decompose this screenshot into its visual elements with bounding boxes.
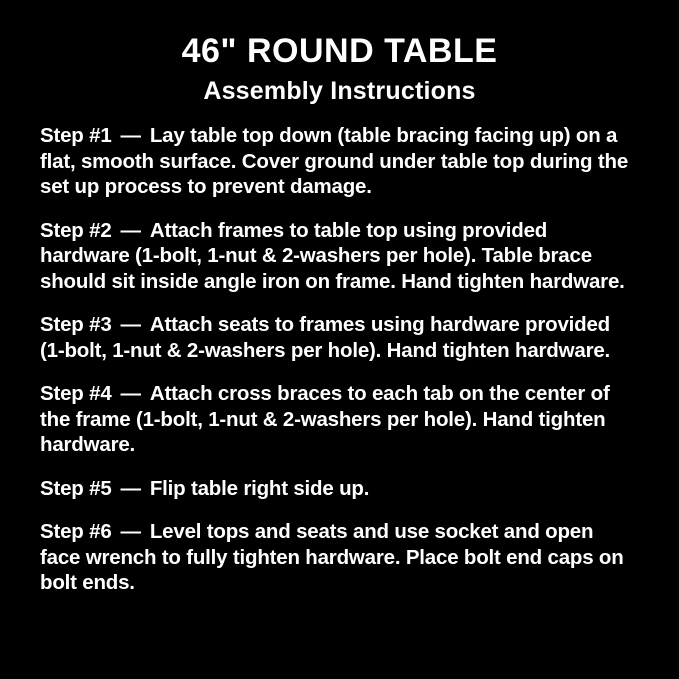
step-item-1 bbox=[40, 123, 639, 200]
step-label: Step #4 bbox=[40, 382, 112, 405]
step-item-4 bbox=[40, 381, 639, 458]
step-separator: — bbox=[120, 520, 141, 543]
step-separator: — bbox=[120, 313, 141, 336]
step-separator: — bbox=[120, 124, 141, 147]
step-text: Attach seats to frames using hardware provided (1-bolt, 1-nut & 2-washers per hole). Hand tighten hardware. bbox=[40, 313, 611, 362]
step-separator: — bbox=[120, 218, 141, 242]
step-text: Attach frames to table top using provided hardware (1-bolt, 1-nut & 2-washers per hole). Table brace should sit inside angle iron on frame. Hand tighten hardware. bbox=[40, 218, 625, 293]
step-item-5 bbox=[40, 476, 639, 502]
step-label: Step #5 bbox=[40, 476, 112, 500]
step-text: Attach cross braces to each tab on the center of the frame (1-bolt, 1-nut & 2-washers per hole). Hand tighten hardware. bbox=[40, 382, 610, 456]
steps-list bbox=[0, 123, 679, 596]
step-text: Lay table top down (table bracing facing up) on a flat, smooth surface. Cover ground under table top during the set up process to prevent damage. bbox=[40, 124, 629, 198]
page-title: 46" ROUND TABLE bbox=[181, 32, 498, 70]
step-label: Step #1 bbox=[40, 124, 112, 147]
page-subtitle: Assembly Instructions bbox=[203, 77, 476, 105]
step-label: Step #6 bbox=[40, 520, 112, 543]
step-item-2 bbox=[40, 218, 639, 295]
step-text: Flip table right side up. bbox=[149, 476, 370, 500]
step-separator: — bbox=[120, 382, 141, 405]
step-item-6 bbox=[40, 519, 639, 596]
step-item-3 bbox=[40, 312, 639, 363]
step-label: Step #2 bbox=[40, 218, 112, 242]
step-separator: — bbox=[120, 476, 141, 500]
step-text: Level tops and seats and use socket and open face wrench to fully tighten hardware. Place bolt end caps on bolt ends. bbox=[40, 520, 624, 594]
header bbox=[0, 30, 679, 106]
step-label: Step #3 bbox=[40, 313, 112, 336]
